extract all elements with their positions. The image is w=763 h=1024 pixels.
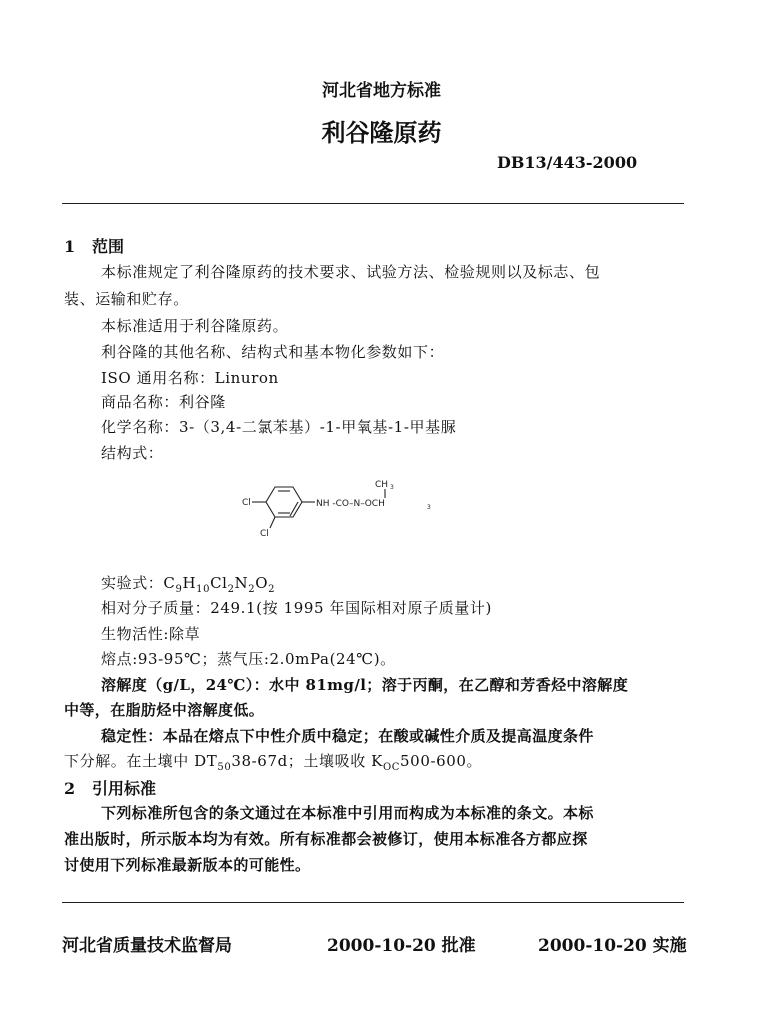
koc-subscript: OC	[382, 762, 401, 773]
formula-part: H	[182, 574, 197, 592]
scope-para-2: 本标准适用于利谷隆原药。	[101, 317, 289, 335]
stability-line-1: 稳定性：本品在熔点下中性介质中稳定；在酸或碱性介质及提高温度条件	[101, 727, 594, 745]
formula-subscript: 2	[268, 584, 276, 595]
formula-subscript: 9	[175, 584, 183, 595]
issuing-authority: 河北省质量技术监督局	[62, 936, 232, 956]
standard-category: 河北省地方标准	[322, 81, 441, 101]
side-chain-label: NH -CO–N–OCH	[316, 499, 385, 509]
formula-subscript: 2	[248, 584, 256, 595]
stability-line-2	[64, 750, 482, 773]
trade-name: 商品名称：利谷隆	[101, 393, 226, 411]
formula-subscript: 10	[196, 584, 211, 595]
scope-para-1-line-1: 本标准规定了利谷隆原药的技术要求、试验方法、检验规则以及标志、包	[101, 263, 601, 281]
approval-date: 2000-10-20 批准	[327, 936, 476, 956]
solubility-line-1: 溶解度（g/L，24℃）：水中 81mg/l；溶于丙酮，在乙醇和芳香烃中溶解度	[101, 676, 629, 694]
page-title: 利谷隆原药	[321, 119, 442, 147]
dt50-subscript: 50	[217, 762, 232, 773]
section-2-title: 引用标准	[92, 779, 157, 798]
melting-point: 熔点:93-95℃；蒸气压:2.0mPa(24℃)。	[101, 650, 396, 668]
references-line-3: 讨使用下列标准最新版本的可能性。	[64, 856, 311, 874]
structural-formula	[238, 476, 448, 548]
references-line-2: 准出版时，所示版本均为有效。所有标准都会被修订，使用本标准各方都应探	[64, 830, 588, 848]
top-divider	[62, 203, 684, 204]
stability-text: 500-600。	[400, 752, 483, 770]
formula-part: Cl	[210, 574, 228, 592]
section-1-heading	[64, 234, 124, 257]
formula-label: 实验式：	[101, 574, 164, 592]
formula-part: N	[234, 574, 249, 592]
methoxy-subscript: 3	[427, 504, 431, 511]
section-2-number: 2	[64, 779, 76, 798]
structure-label: 结构式：	[101, 444, 164, 462]
methyl-label: CH	[375, 480, 389, 490]
methyl-subscript: 3	[390, 484, 394, 491]
section-1-title: 范围	[92, 237, 125, 256]
formula-part: C	[163, 574, 176, 592]
stability-text: 下分解。在土壤中 DT	[64, 752, 218, 770]
formula-part: O	[255, 574, 269, 592]
effective-date: 2000-10-20 实施	[538, 936, 687, 956]
chlorine-top-label: Cl	[242, 498, 251, 508]
formula-subscript: 2	[227, 584, 235, 595]
stability-text: 38-67d；土壤吸收 K	[231, 752, 383, 770]
references-line-1: 下列标准所包含的条文通过在本标准中引用而构成为本标准的条文。本标	[101, 804, 594, 822]
bottom-divider	[62, 902, 684, 903]
section-1-number: 1	[64, 237, 76, 256]
chemical-name: 化学名称：3-（3,4-二氯苯基）-1-甲氧基-1-甲基脲	[101, 418, 457, 436]
molecular-mass: 相对分子质量：249.1(按 1995 年国际相对原子质量计)	[101, 599, 492, 617]
scope-para-1-line-2: 装、运输和贮存。	[64, 290, 189, 308]
section-2-heading	[64, 776, 156, 799]
bioactivity: 生物活性:除草	[101, 625, 201, 643]
chlorine-bottom-label: Cl	[260, 529, 269, 539]
standard-code: DB13/443-2000	[497, 153, 638, 172]
empirical-formula	[101, 572, 275, 595]
iso-name: ISO 通用名称：Linuron	[101, 369, 279, 387]
solubility-line-2: 中等，在脂肪烃中溶解度低。	[64, 701, 265, 719]
scope-para-3: 利谷隆的其他名称、结构式和基本物化参数如下：	[101, 343, 445, 361]
